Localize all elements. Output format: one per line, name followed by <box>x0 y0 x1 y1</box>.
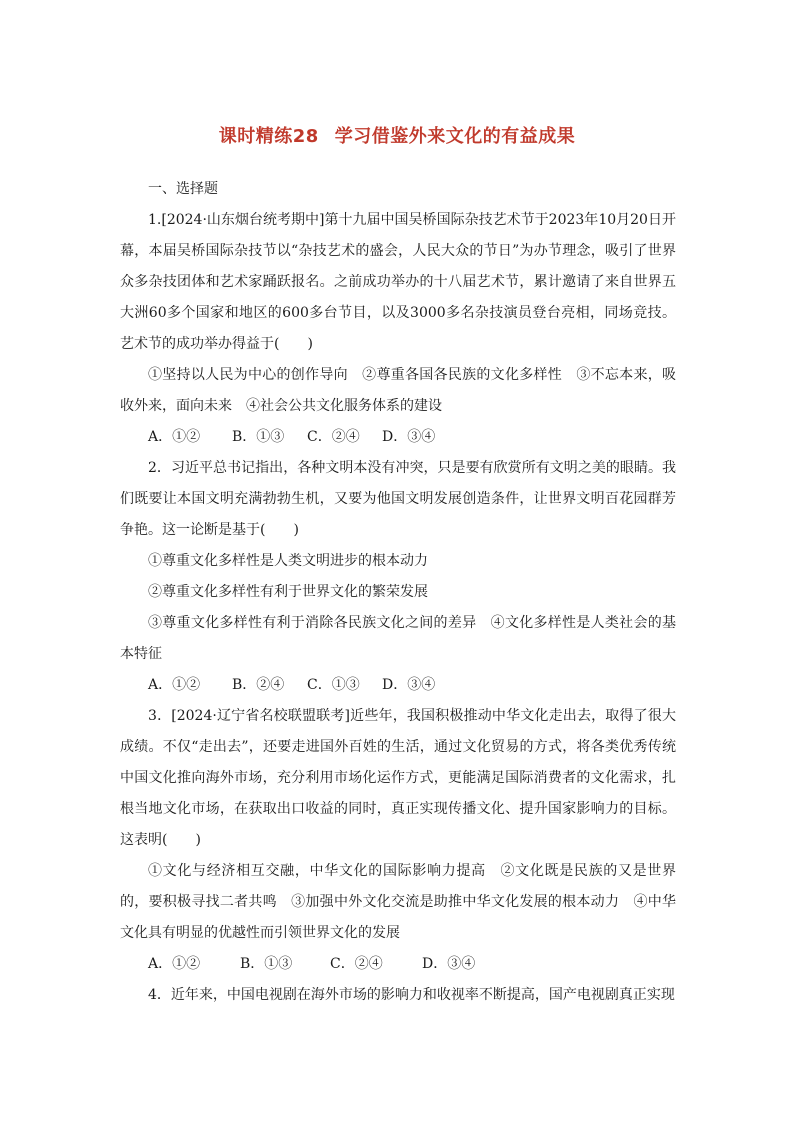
option-d[interactable]: D．③④ <box>422 956 476 972</box>
answer-options <box>120 670 676 701</box>
section-heading: 一、选择题 <box>148 181 218 197</box>
question-stem: 3．[2024·辽宁省名校联盟联考]近些年，我国积极推动中华文化走出去，取得了很大成绩。不仅“走出去”，还要走进国外百姓的生活，通过文化贸易的方式，将各类优秀传统中国文化推向海外市场，充分利用市场化运作方式，更能满足国际消费者的文化需求，扎根当地文化市场，在获取出口收益的同时，真正实现传播文化、提升国家影响力的目标。这表明( ) <box>120 708 676 848</box>
question-statements: ①文化与经济相互交融，中华文化的国际影响力提高 ②文化既是民族的又是世界的，要积极寻找二者共鸣 ③加强中外文化交流是助推中华文化发展的根本动力 ④中华文化具有明显的优越性而引领世界文化的发展 <box>120 863 676 941</box>
option-d[interactable]: D．③④ <box>382 429 436 445</box>
question-statements: ①坚持以人民为中心的创作导向 ②尊重各国各民族的文化多样性 ③不忘本来，吸收外来，面向未来 ④社会公共文化服务体系的建设 <box>120 367 676 414</box>
option-c[interactable]: C．②④ <box>307 429 360 445</box>
title-main: 课时精练28 <box>218 126 319 147</box>
question-1 <box>120 205 676 453</box>
question-stem: 4．近年来，中国电视剧在海外市场的影响力和收视率不断提高，国产电视剧真正实现 <box>148 987 675 1003</box>
option-c[interactable]: C．①③ <box>307 677 360 693</box>
option-a[interactable]: A．①② <box>148 429 201 445</box>
question-4 <box>120 980 676 1011</box>
answer-options <box>120 422 676 453</box>
document-body <box>120 174 676 1011</box>
option-d[interactable]: D．③④ <box>382 677 436 693</box>
question-3 <box>120 701 676 980</box>
answer-options <box>120 949 676 980</box>
option-b[interactable]: B．①③ <box>232 429 285 445</box>
question-statement: ③尊重文化多样性有利于消除各民族文化之间的差异 ④文化多样性是人类社会的基本特征 <box>120 615 676 662</box>
option-c[interactable]: C．②④ <box>330 956 383 972</box>
question-2 <box>120 453 676 701</box>
question-stem: 1.[2024·山东烟台统考期中]第十九届中国吴桥国际杂技艺术节于2023年10月20日开幕，本届吴桥国际杂技节以“杂技艺术的盛会，人民大众的节日”为办节理念，吸引了世界众多杂技团体和艺术家踊跃报名。之前成功举办的十八届艺术节，累计邀请了来自世界五大洲60多个国家和地区的600多台节目，以及3000多名杂技演员登台亮相，同场竞技。艺术节的成功举办得益于( ) <box>120 212 676 352</box>
question-statement: ②尊重文化多样性有利于世界文化的繁荣发展 <box>148 584 428 600</box>
option-b[interactable]: B．②④ <box>232 677 285 693</box>
title-sub: 学习借鉴外来文化的有益成果 <box>334 126 576 147</box>
page-title <box>0 122 794 148</box>
question-statement: ①尊重文化多样性是人类文明进步的根本动力 <box>148 553 428 569</box>
option-a[interactable]: A．①② <box>148 677 201 693</box>
option-b[interactable]: B．①③ <box>240 956 293 972</box>
option-a[interactable]: A．①② <box>148 956 201 972</box>
question-stem: 2．习近平总书记指出，各种文明本没有冲突，只是要有欣赏所有文明之美的眼睛。我们既要让本国文明充满勃勃生机，又要为他国文明发展创造条件，让世界文明百花园群芳争艳。这一论断是基于( ) <box>120 460 676 538</box>
